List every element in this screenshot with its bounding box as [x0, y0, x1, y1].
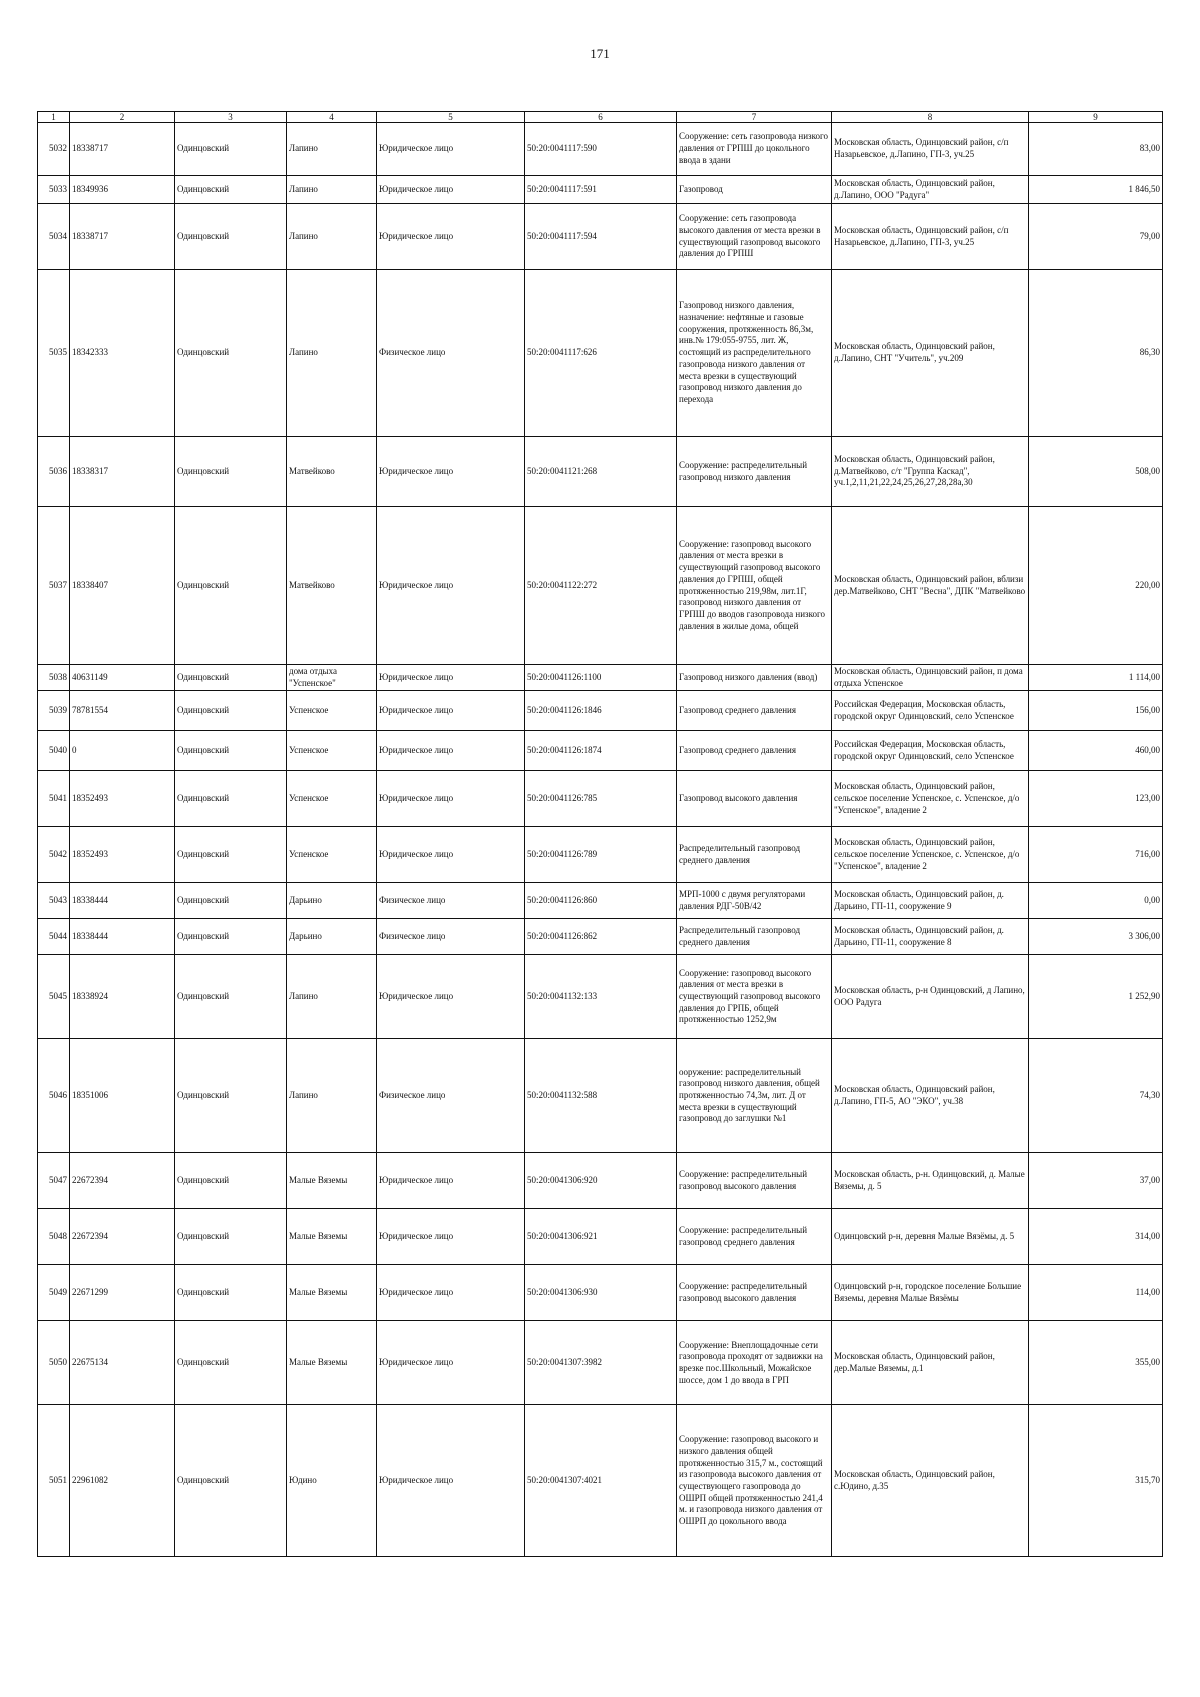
- length-value: 508,00: [1029, 437, 1163, 507]
- district-name: Одинцовский: [175, 665, 287, 691]
- district-name: Одинцовский: [175, 507, 287, 665]
- locality-name: Лапино: [287, 270, 377, 437]
- table-row: [38, 437, 1163, 507]
- object-description: Газопровод высокого давления: [677, 771, 832, 827]
- owner-type: Юридическое лицо: [377, 731, 525, 771]
- object-id: 18351006: [70, 1039, 175, 1153]
- locality-name: Успенское: [287, 691, 377, 731]
- object-id: 40631149: [70, 665, 175, 691]
- owner-type: Физическое лицо: [377, 919, 525, 955]
- table-row: [38, 270, 1163, 437]
- row-number: 5033: [38, 176, 70, 204]
- length-value: 1 114,00: [1029, 665, 1163, 691]
- object-address: Московская область, Одинцовский район, дер.Малые Вяземы, д.1: [832, 1321, 1029, 1405]
- district-name: Одинцовский: [175, 176, 287, 204]
- object-id: 22672394: [70, 1153, 175, 1209]
- row-number: 5048: [38, 1209, 70, 1265]
- table-row: [38, 827, 1163, 883]
- object-description: Газопровод низкого давления, назначение: нефтяные и газовые сооружения, протяженность 86,3м, инв.№ 179:055-9755, лит. Ж, состоящий из распределительного газопровода низкого давления от места врезки в существующий газопровод низкого давления до перехода: [677, 270, 832, 437]
- length-value: 0,00: [1029, 883, 1163, 919]
- object-address: Московская область, Одинцовский район, д.Матвейково, с/т "Группа Каскад", уч.1,2,11,21,22,24,25,26,27,28,28а,30: [832, 437, 1029, 507]
- row-number: 5038: [38, 665, 70, 691]
- row-number: 5049: [38, 1265, 70, 1321]
- row-number: 5047: [38, 1153, 70, 1209]
- length-value: 315,70: [1029, 1405, 1163, 1557]
- owner-type: Юридическое лицо: [377, 1209, 525, 1265]
- cadastral-number: 50:20:0041306:920: [525, 1153, 677, 1209]
- object-description: МРП-1000 с двумя регуляторами давления РДГ-50В/42: [677, 883, 832, 919]
- object-address: Московская область, Одинцовский район, д.Лапино, СНТ "Учитель", уч.209: [832, 270, 1029, 437]
- table-row: [38, 1153, 1163, 1209]
- object-id: 18338924: [70, 955, 175, 1039]
- locality-name: Малые Вяземы: [287, 1265, 377, 1321]
- object-id: 18352493: [70, 827, 175, 883]
- district-name: Одинцовский: [175, 1265, 287, 1321]
- length-value: 114,00: [1029, 1265, 1163, 1321]
- object-id: 18338444: [70, 919, 175, 955]
- district-name: Одинцовский: [175, 270, 287, 437]
- length-value: 220,00: [1029, 507, 1163, 665]
- column-header: 9: [1029, 112, 1163, 123]
- object-description: Газопровод среднего давления: [677, 691, 832, 731]
- owner-type: Юридическое лицо: [377, 437, 525, 507]
- object-address: Московская область, р-н. Одинцовский, д. Малые Вяземы, д. 5: [832, 1153, 1029, 1209]
- object-address: Одинцовский р-н, деревня Малые Вязёмы, д. 5: [832, 1209, 1029, 1265]
- object-id: 22675134: [70, 1321, 175, 1405]
- object-id: 18342333: [70, 270, 175, 437]
- length-value: 314,00: [1029, 1209, 1163, 1265]
- table-row: [38, 771, 1163, 827]
- row-number: 5051: [38, 1405, 70, 1557]
- district-name: Одинцовский: [175, 731, 287, 771]
- district-name: Одинцовский: [175, 883, 287, 919]
- table-row: [38, 123, 1163, 176]
- row-number: 5036: [38, 437, 70, 507]
- district-name: Одинцовский: [175, 827, 287, 883]
- object-description: Сооружение: Внеплощадочные сети газопровода проходят от задвижки на врезке пос.Школьный, Можайское шоссе, дом 1 до ввода в ГРП: [677, 1321, 832, 1405]
- owner-type: Юридическое лицо: [377, 1153, 525, 1209]
- locality-name: Малые Вяземы: [287, 1321, 377, 1405]
- row-number: 5041: [38, 771, 70, 827]
- length-value: 1 846,50: [1029, 176, 1163, 204]
- column-header: 4: [287, 112, 377, 123]
- district-name: Одинцовский: [175, 437, 287, 507]
- cadastral-number: 50:20:0041307:3982: [525, 1321, 677, 1405]
- table-row: [38, 1405, 1163, 1557]
- row-number: 5039: [38, 691, 70, 731]
- object-address: Московская область, Одинцовский район, п дома отдыха Успенское: [832, 665, 1029, 691]
- object-address: Московская область, Одинцовский район, с/п Назарьевское, д.Лапино, ГП-3, уч.25: [832, 204, 1029, 270]
- object-address: Московская область, Одинцовский район, вблизи дер.Матвейково, СНТ "Весна", ДПК "Матвейково: [832, 507, 1029, 665]
- registry-table: [37, 111, 1163, 1557]
- object-address: Московская область, Одинцовский район, с/п Назарьевское, д.Лапино, ГП-3, уч.25: [832, 123, 1029, 176]
- object-id: 18352493: [70, 771, 175, 827]
- locality-name: Матвейково: [287, 437, 377, 507]
- district-name: Одинцовский: [175, 771, 287, 827]
- length-value: 716,00: [1029, 827, 1163, 883]
- object-address: Российская Федерация, Московская область, городской округ Одинцовский, село Успенское: [832, 691, 1029, 731]
- district-name: Одинцовский: [175, 955, 287, 1039]
- row-number: 5042: [38, 827, 70, 883]
- object-address: Московская область, Одинцовский район, д.Лапино, ГП-5, АО "ЭКО", уч.38: [832, 1039, 1029, 1153]
- length-value: 460,00: [1029, 731, 1163, 771]
- locality-name: Малые Вяземы: [287, 1209, 377, 1265]
- cadastral-number: 50:20:0041117:626: [525, 270, 677, 437]
- cadastral-number: 50:20:0041126:1874: [525, 731, 677, 771]
- owner-type: Юридическое лицо: [377, 771, 525, 827]
- row-number: 5037: [38, 507, 70, 665]
- cadastral-number: 50:20:0041306:930: [525, 1265, 677, 1321]
- locality-name: Лапино: [287, 176, 377, 204]
- object-description: Газопровод низкого давления (ввод): [677, 665, 832, 691]
- object-description: Сооружение: распределительный газопровод высокого давления: [677, 1265, 832, 1321]
- column-header: 3: [175, 112, 287, 123]
- cadastral-number: 50:20:0041132:133: [525, 955, 677, 1039]
- locality-name: Дарьино: [287, 919, 377, 955]
- district-name: Одинцовский: [175, 919, 287, 955]
- cadastral-number: 50:20:0041126:862: [525, 919, 677, 955]
- row-number: 5045: [38, 955, 70, 1039]
- cadastral-number: 50:20:0041306:921: [525, 1209, 677, 1265]
- object-address: Российская Федерация, Московская область, городской округ Одинцовский, село Успенское: [832, 731, 1029, 771]
- district-name: Одинцовский: [175, 123, 287, 176]
- object-id: 22961082: [70, 1405, 175, 1557]
- object-description: Распределительный газопровод среднего давления: [677, 827, 832, 883]
- cadastral-number: 50:20:0041132:588: [525, 1039, 677, 1153]
- table-row: [38, 731, 1163, 771]
- locality-name: Юдино: [287, 1405, 377, 1557]
- row-number: 5034: [38, 204, 70, 270]
- column-header: 6: [525, 112, 677, 123]
- column-header: 8: [832, 112, 1029, 123]
- table-row: [38, 665, 1163, 691]
- cadastral-number: 50:20:0041126:785: [525, 771, 677, 827]
- length-value: 37,00: [1029, 1153, 1163, 1209]
- object-address: Московская область, Одинцовский район, д.Лапино, ООО "Радуга": [832, 176, 1029, 204]
- locality-name: Дарьино: [287, 883, 377, 919]
- object-id: 18349936: [70, 176, 175, 204]
- owner-type: Физическое лицо: [377, 270, 525, 437]
- object-description: Сооружение: газопровод высокого давления от места врезки в существующий газопровод высокого давления до ГРПБ, общей протяженностью 1252,9м: [677, 955, 832, 1039]
- object-address: Московская область, Одинцовский район, сельское поселение Успенское, с. Успенское, д/о "Успенское", владение 2: [832, 771, 1029, 827]
- owner-type: Юридическое лицо: [377, 507, 525, 665]
- table-row: [38, 176, 1163, 204]
- table-row: [38, 919, 1163, 955]
- object-id: 18338407: [70, 507, 175, 665]
- object-description: Сооружение: сеть газопровода высокого давления от места врезки в существующий газопровод высокого давления до ГРПШ: [677, 204, 832, 270]
- locality-name: Лапино: [287, 123, 377, 176]
- cadastral-number: 50:20:0041126:860: [525, 883, 677, 919]
- object-address: Московская область, р-н Одинцовский, д Лапино, ООО Радуга: [832, 955, 1029, 1039]
- owner-type: Юридическое лицо: [377, 1321, 525, 1405]
- row-number: 5050: [38, 1321, 70, 1405]
- column-header: 2: [70, 112, 175, 123]
- object-description: Сооружение: распределительный газопровод низкого давления: [677, 437, 832, 507]
- table-row: [38, 1039, 1163, 1153]
- object-description: Сооружение: распределительный газопровод высокого давления: [677, 1153, 832, 1209]
- object-description: Сооружение: сеть газопровода низкого давления от ГРПШ до цокольного ввода в здани: [677, 123, 832, 176]
- cadastral-number: 50:20:0041122:272: [525, 507, 677, 665]
- object-address: Московская область, Одинцовский район, д. Дарьино, ГП-11, сооружение 8: [832, 919, 1029, 955]
- object-id: 18338317: [70, 437, 175, 507]
- district-name: Одинцовский: [175, 1153, 287, 1209]
- owner-type: Юридическое лицо: [377, 1405, 525, 1557]
- object-description: Сооружение: газопровод высокого давления от места врезки в существующий газопровод высокого давления до ГРПШ, общей протяженностью 219,98м, лит.1Г, газопровод низкого давления от ГРПШ до вводов газопровода низкого давления в жилые дома, общей: [677, 507, 832, 665]
- object-id: 22671299: [70, 1265, 175, 1321]
- object-description: Сооружение: распределительный газопровод среднего давления: [677, 1209, 832, 1265]
- object-address: Московская область, Одинцовский район, д. Дарьино, ГП-11, сооружение 9: [832, 883, 1029, 919]
- owner-type: Юридическое лицо: [377, 827, 525, 883]
- table-row: [38, 1265, 1163, 1321]
- cadastral-number: 50:20:0041307:4021: [525, 1405, 677, 1557]
- object-id: 18338717: [70, 123, 175, 176]
- owner-type: Юридическое лицо: [377, 1265, 525, 1321]
- row-number: 5044: [38, 919, 70, 955]
- locality-name: Лапино: [287, 1039, 377, 1153]
- district-name: Одинцовский: [175, 1039, 287, 1153]
- object-address: Московская область, Одинцовский район, сельское поселение Успенское, с. Успенское, д/о "Успенское", владение 2: [832, 827, 1029, 883]
- object-address: Московская область, Одинцовский район, с.Юдино, д.35: [832, 1405, 1029, 1557]
- page-number: 171: [590, 46, 610, 61]
- cadastral-number: 50:20:0041126:789: [525, 827, 677, 883]
- owner-type: Юридическое лицо: [377, 691, 525, 731]
- row-number: 5032: [38, 123, 70, 176]
- length-value: 86,30: [1029, 270, 1163, 437]
- owner-type: Юридическое лицо: [377, 955, 525, 1039]
- object-id: 22672394: [70, 1209, 175, 1265]
- row-number: 5046: [38, 1039, 70, 1153]
- column-header-row: [38, 112, 1163, 123]
- column-header: 7: [677, 112, 832, 123]
- length-value: 355,00: [1029, 1321, 1163, 1405]
- locality-name: Успенское: [287, 827, 377, 883]
- cadastral-number: 50:20:0041117:591: [525, 176, 677, 204]
- length-value: 74,30: [1029, 1039, 1163, 1153]
- length-value: 1 252,90: [1029, 955, 1163, 1039]
- column-header: 1: [38, 112, 70, 123]
- locality-name: Лапино: [287, 204, 377, 270]
- district-name: Одинцовский: [175, 1405, 287, 1557]
- object-id: 18338444: [70, 883, 175, 919]
- length-value: 79,00: [1029, 204, 1163, 270]
- cadastral-number: 50:20:0041126:1100: [525, 665, 677, 691]
- length-value: 156,00: [1029, 691, 1163, 731]
- district-name: Одинцовский: [175, 1209, 287, 1265]
- row-number: 5035: [38, 270, 70, 437]
- length-value: 3 306,00: [1029, 919, 1163, 955]
- object-id: 0: [70, 731, 175, 771]
- length-value: 123,00: [1029, 771, 1163, 827]
- owner-type: Юридическое лицо: [377, 123, 525, 176]
- cadastral-number: 50:20:0041117:594: [525, 204, 677, 270]
- cadastral-number: 50:20:0041117:590: [525, 123, 677, 176]
- object-id: 78781554: [70, 691, 175, 731]
- table-row: [38, 1209, 1163, 1265]
- object-description: ооружение: распределительный газопровод низкого давления, общей протяженностью 74,3м, лит. Д от места врезки в существующий газопровод до заглушки №1: [677, 1039, 832, 1153]
- cadastral-number: 50:20:0041121:268: [525, 437, 677, 507]
- table-row: [38, 1321, 1163, 1405]
- row-number: 5040: [38, 731, 70, 771]
- registry-rows: [38, 123, 1163, 1557]
- object-description: Газопровод: [677, 176, 832, 204]
- table-row: [38, 204, 1163, 270]
- locality-name: Малые Вяземы: [287, 1153, 377, 1209]
- owner-type: Юридическое лицо: [377, 176, 525, 204]
- table-row: [38, 883, 1163, 919]
- table-row: [38, 955, 1163, 1039]
- table-row: [38, 691, 1163, 731]
- owner-type: Юридическое лицо: [377, 204, 525, 270]
- cadastral-number: 50:20:0041126:1846: [525, 691, 677, 731]
- object-description: Газопровод среднего давления: [677, 731, 832, 771]
- locality-name: дома отдыха "Успенское": [287, 665, 377, 691]
- locality-name: Успенское: [287, 771, 377, 827]
- owner-type: Юридическое лицо: [377, 665, 525, 691]
- column-header: 5: [377, 112, 525, 123]
- owner-type: Физическое лицо: [377, 883, 525, 919]
- length-value: 83,00: [1029, 123, 1163, 176]
- object-description: Распределительный газопровод среднего давления: [677, 919, 832, 955]
- locality-name: Лапино: [287, 955, 377, 1039]
- locality-name: Успенское: [287, 731, 377, 771]
- district-name: Одинцовский: [175, 204, 287, 270]
- row-number: 5043: [38, 883, 70, 919]
- object-address: Одинцовский р-н, городское поселение Большие Вяземы, деревня Малые Вязёмы: [832, 1265, 1029, 1321]
- table-row: [38, 507, 1163, 665]
- locality-name: Матвейково: [287, 507, 377, 665]
- owner-type: Физическое лицо: [377, 1039, 525, 1153]
- district-name: Одинцовский: [175, 1321, 287, 1405]
- object-id: 18338717: [70, 204, 175, 270]
- district-name: Одинцовский: [175, 691, 287, 731]
- object-description: Сооружение: газопровод высокого и низкого давления общей протяженностью 315,7 м., состоящий из газопровода высокого давления от существующего газопровода до ОШРП общей протяженностью 241,4 м. и газопровода низкого давления от ОШРП до цокольного ввода: [677, 1405, 832, 1557]
